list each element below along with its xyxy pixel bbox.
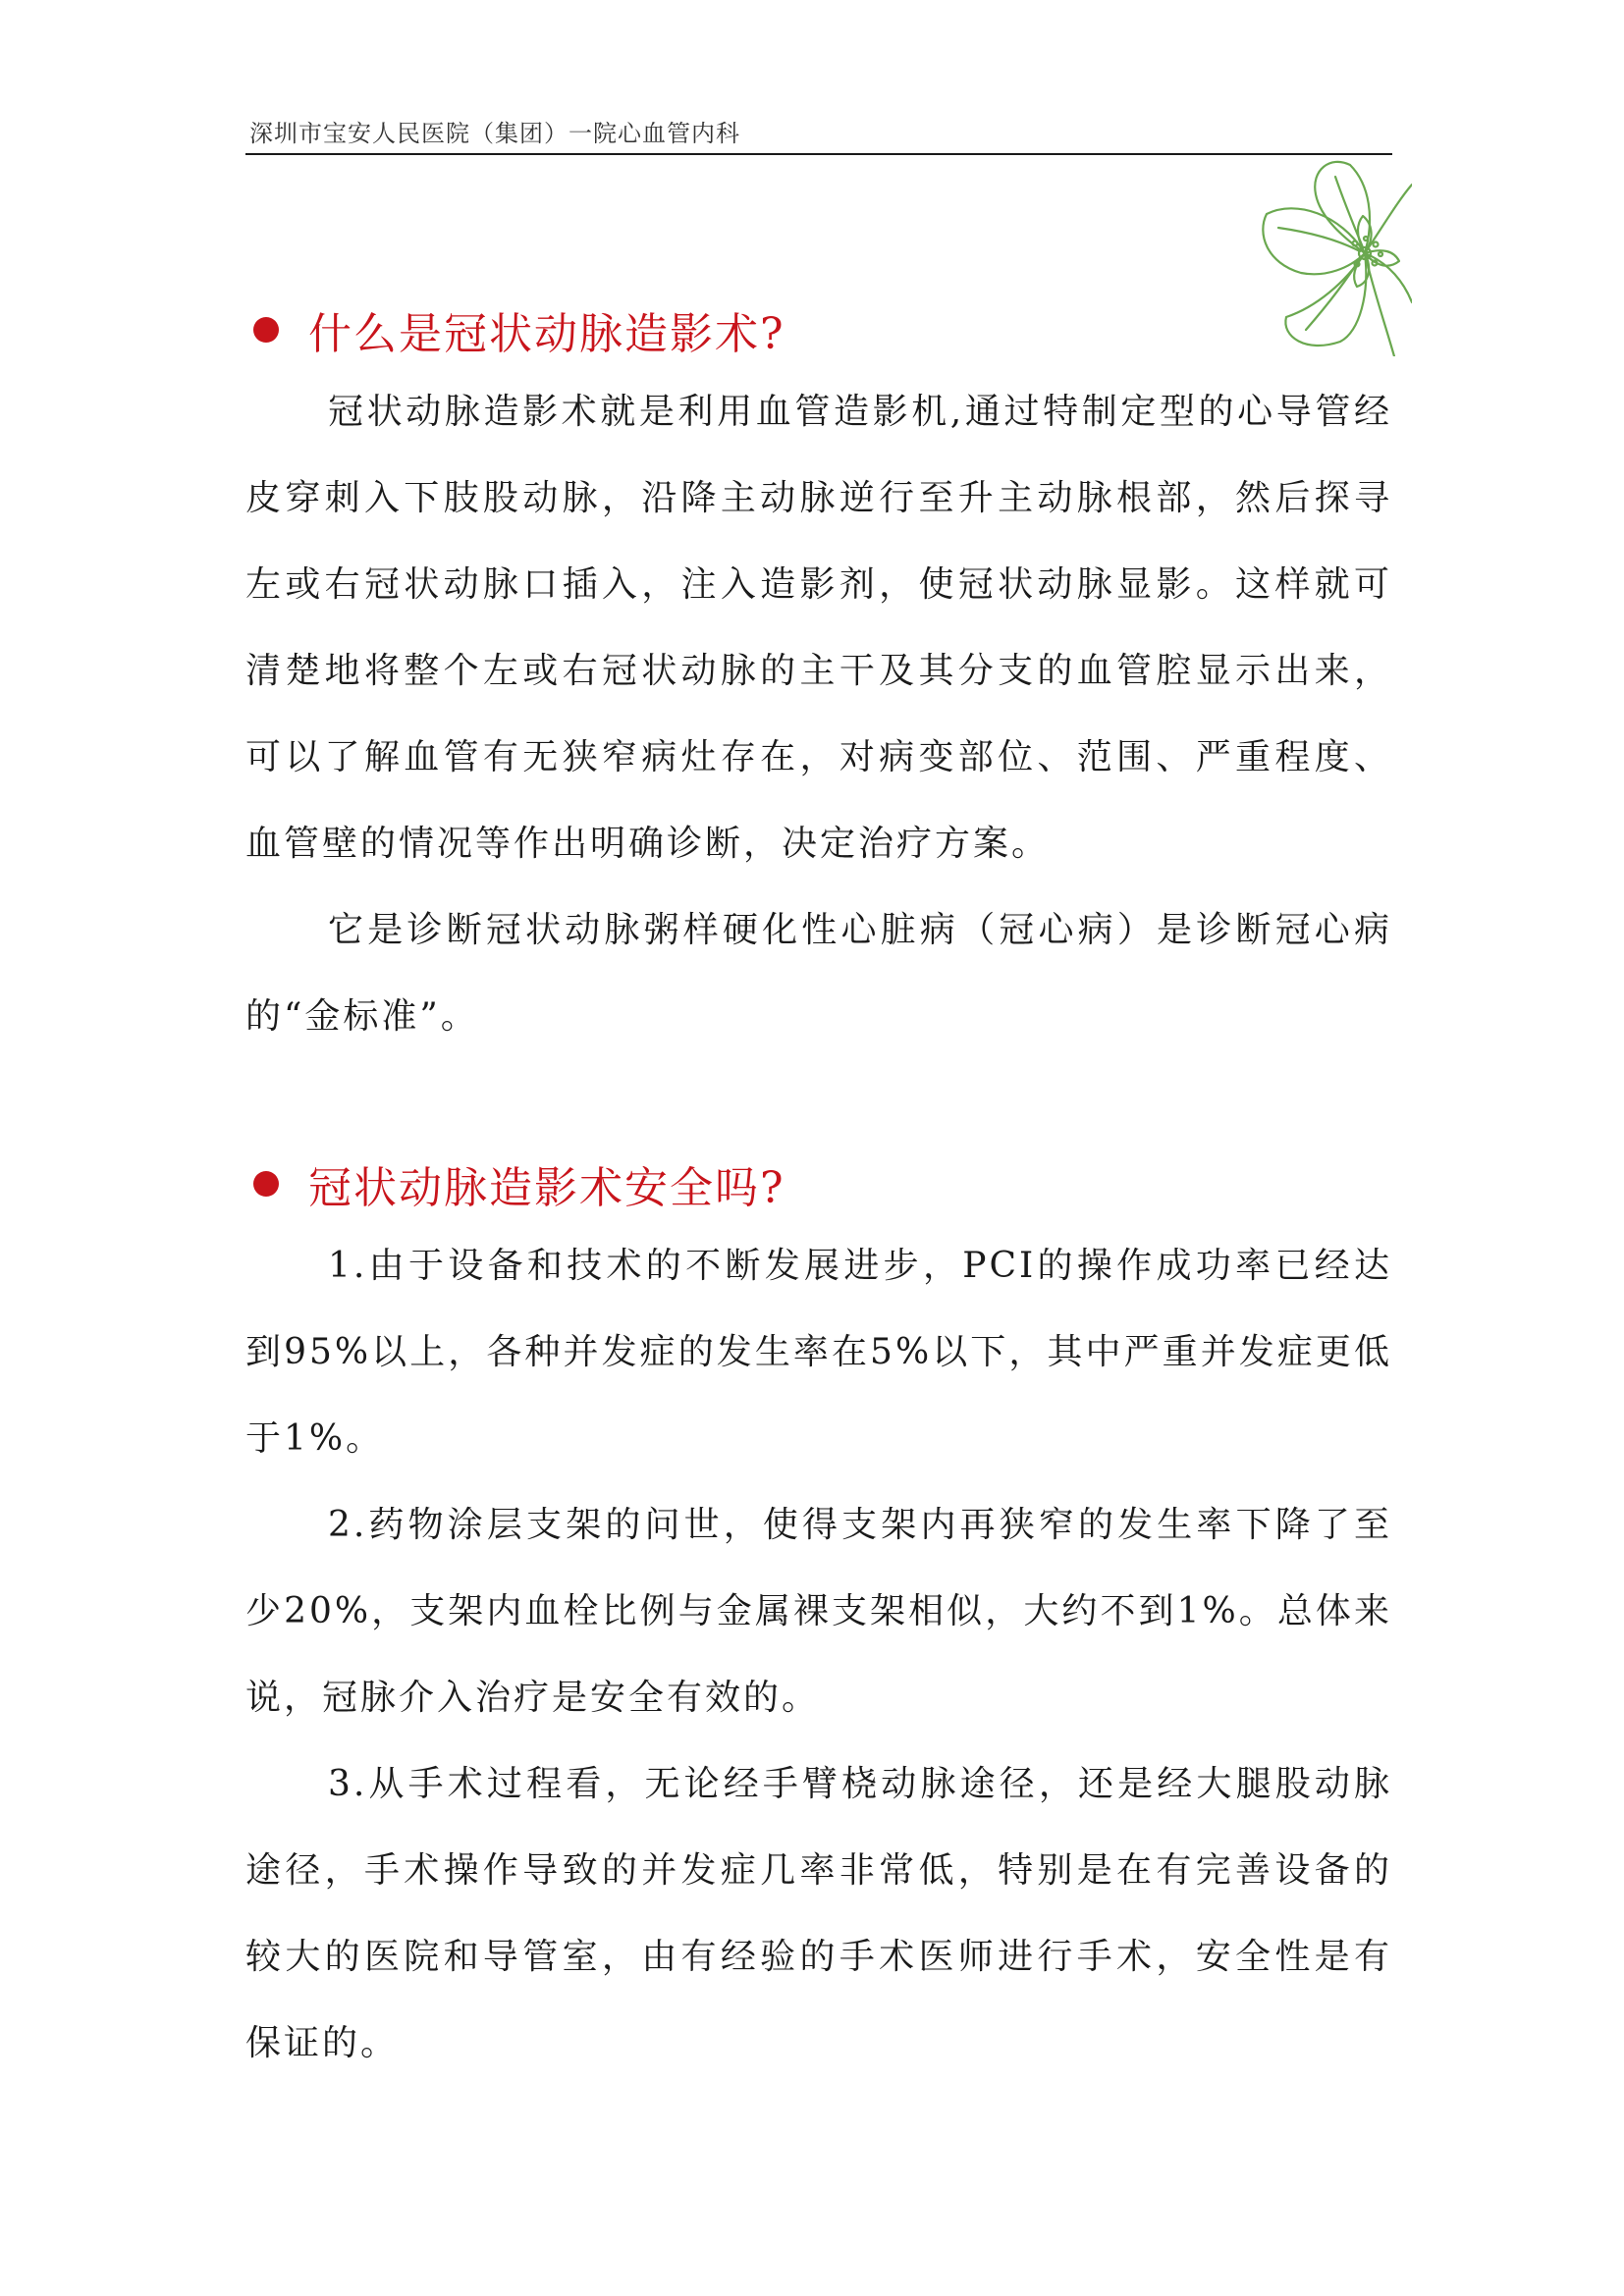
flower-icon: [1247, 145, 1412, 356]
paragraph: 冠状动脉造影术就是利用血管造影机,通过特制定型的心导管经皮穿刺入下肢股动脉，沿降主动脉逆行至升主动脉根部，然后探寻左或右冠状动脉口插入，注入造影剂，使冠状动脉显影。这样就可清楚地将整个左或右冠状动脉的主干及其分支的血管腔显示出来，可以了解血管有无狭窄病灶存在，对病变部位、范围、严重程度、血管壁的情况等作出明确诊断，决定治疗方案。: [245, 392, 1392, 864]
section-heading-what-is: [245, 294, 785, 365]
page-header: [245, 110, 1392, 155]
red-dot-icon: [253, 1171, 279, 1197]
section-heading-is-safe: [245, 1148, 785, 1219]
header-text: 深圳市宝安人民医院（集团）一院心血管内科: [249, 120, 740, 147]
heading-text: 什么是冠状动脉造影术?: [308, 309, 785, 359]
paragraph: 2.药物涂层支架的问世，使得支架内再狭窄的发生率下降了至少20%，支架内血栓比例与金属裸支架相似，大约不到1%。总体来说，冠脉介入治疗是安全有效的。: [245, 1505, 1392, 1718]
paragraph: 3.从手术过程看，无论经手臂桡动脉途径，还是经大腿股动脉途径，手术操作导致的并发症几率非常低，特别是在有完善设备的较大的医院和导管室，由有经验的手术医师进行手术，安全性是有保证的。: [245, 1764, 1392, 2063]
red-dot-icon: [253, 317, 279, 343]
heading-text: 冠状动脉造影术安全吗?: [308, 1163, 785, 1213]
paragraph: 1.由于设备和技术的不断发展进步，PCI的操作成功率已经达到95%以上，各种并发症的发生率在5%以下，其中严重并发症更低于1%。: [245, 1246, 1392, 1459]
paragraph: 它是诊断冠状动脉粥样硬化性心脏病（冠心病）是诊断冠心病的“金标准”。: [245, 910, 1392, 1037]
